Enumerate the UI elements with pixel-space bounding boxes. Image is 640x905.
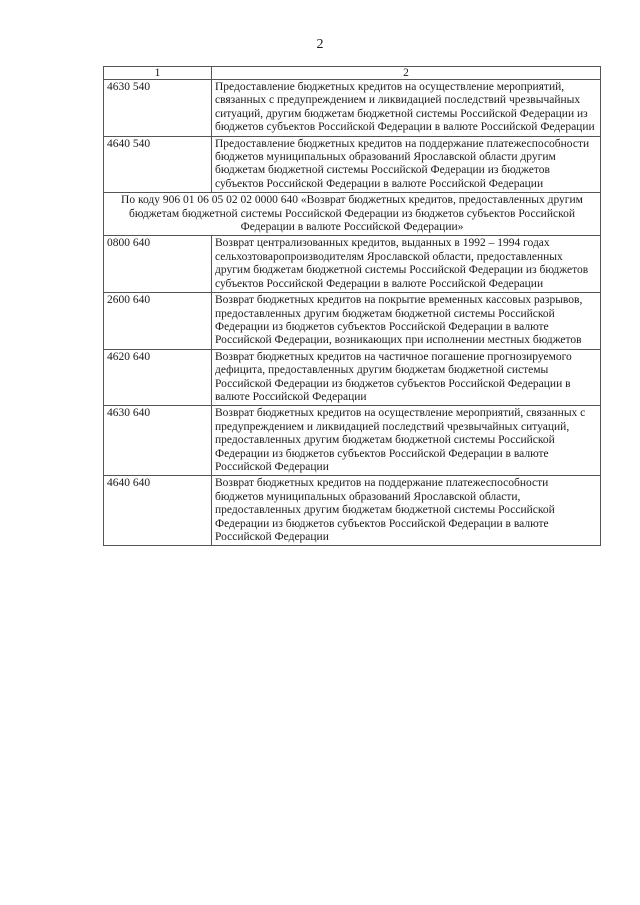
table-row (104, 236, 601, 293)
row-code: 2600 640 (104, 293, 212, 350)
table-row (104, 349, 601, 406)
table-row (104, 406, 601, 476)
row-description: Возврат бюджетных кредитов на поддержание платежеспособности бюджетов муниципальных образований Ярославской области, предоставленных другим бюджетам бюджетной системы Российской Федерации из бюджетов субъектов Российской Федерации в валюте Российской Федерации (212, 476, 601, 546)
section-heading: По коду 906 01 06 05 02 02 0000 640 «Возврат бюджетных кредитов, предоставленных другим бюджетам бюджетной системы Российской Федерации из бюджетов субъектов Российской Федерации в валюте Российской Федерации» (104, 193, 601, 236)
table-row (104, 293, 601, 350)
row-code: 4630 540 (104, 80, 212, 137)
table-row (104, 136, 601, 193)
row-description: Возврат централизованных кредитов, выданных в 1992 – 1994 годах сельхозтоваропроизводителям Ярославской области, предоставленных другим бюджетам бюджетной системы Российской Федерации из бюджетов субъектов Российской Федерации в валюте Российской Федерации (212, 236, 601, 293)
page-number: 2 (316, 37, 324, 52)
row-description: Предоставление бюджетных кредитов на осуществление мероприятий, связанных с предупреждением и ликвидацией последствий чрезвычайных ситуаций, другим бюджетам бюджетной системы Российской Федерации из бюджетов субъектов Российской Федерации в валюте Российской Федерации (212, 80, 601, 137)
row-code: 4640 540 (104, 136, 212, 193)
column-header-1: 1 (104, 67, 212, 80)
row-description: Возврат бюджетных кредитов на осуществление мероприятий, связанных с предупреждением и ликвидацией последствий чрезвычайных ситуаций, предоставленных другим бюджетам бюджетной системы Российской Федерации из бюджетов субъектов Российской Федерации в валюте Российской Федерации (212, 406, 601, 476)
row-code: 0800 640 (104, 236, 212, 293)
row-description: Предоставление бюджетных кредитов на поддержание платежеспособности бюджетов муниципальных образований Ярославской области другим бюджетам бюджетной системы Российской Федерации из бюджетов субъектов Российской Федерации в валюте Российской Федерации (212, 136, 601, 193)
row-code: 4640 640 (104, 476, 212, 546)
table-row (104, 476, 601, 546)
table-row (104, 80, 601, 137)
row-description: Возврат бюджетных кредитов на покрытие временных кассовых разрывов, предоставленных другим бюджетам бюджетной системы Российской Федерации из бюджетов субъектов Российской Федерации в валюте Российской Федерации, возникающих при исполнении местных бюджетов (212, 293, 601, 350)
row-description: Возврат бюджетных кредитов на частичное погашение прогнозируемого дефицита, предоставленных другим бюджетам бюджетной системы Российской Федерации из бюджетов субъектов Российской Федерации в валюте Российской Федерации (212, 349, 601, 406)
column-header-2: 2 (212, 67, 601, 80)
row-code: 4630 640 (104, 406, 212, 476)
table-header-row (104, 67, 601, 80)
row-code: 4620 640 (104, 349, 212, 406)
section-row (104, 193, 601, 236)
budget-code-table (103, 66, 601, 546)
